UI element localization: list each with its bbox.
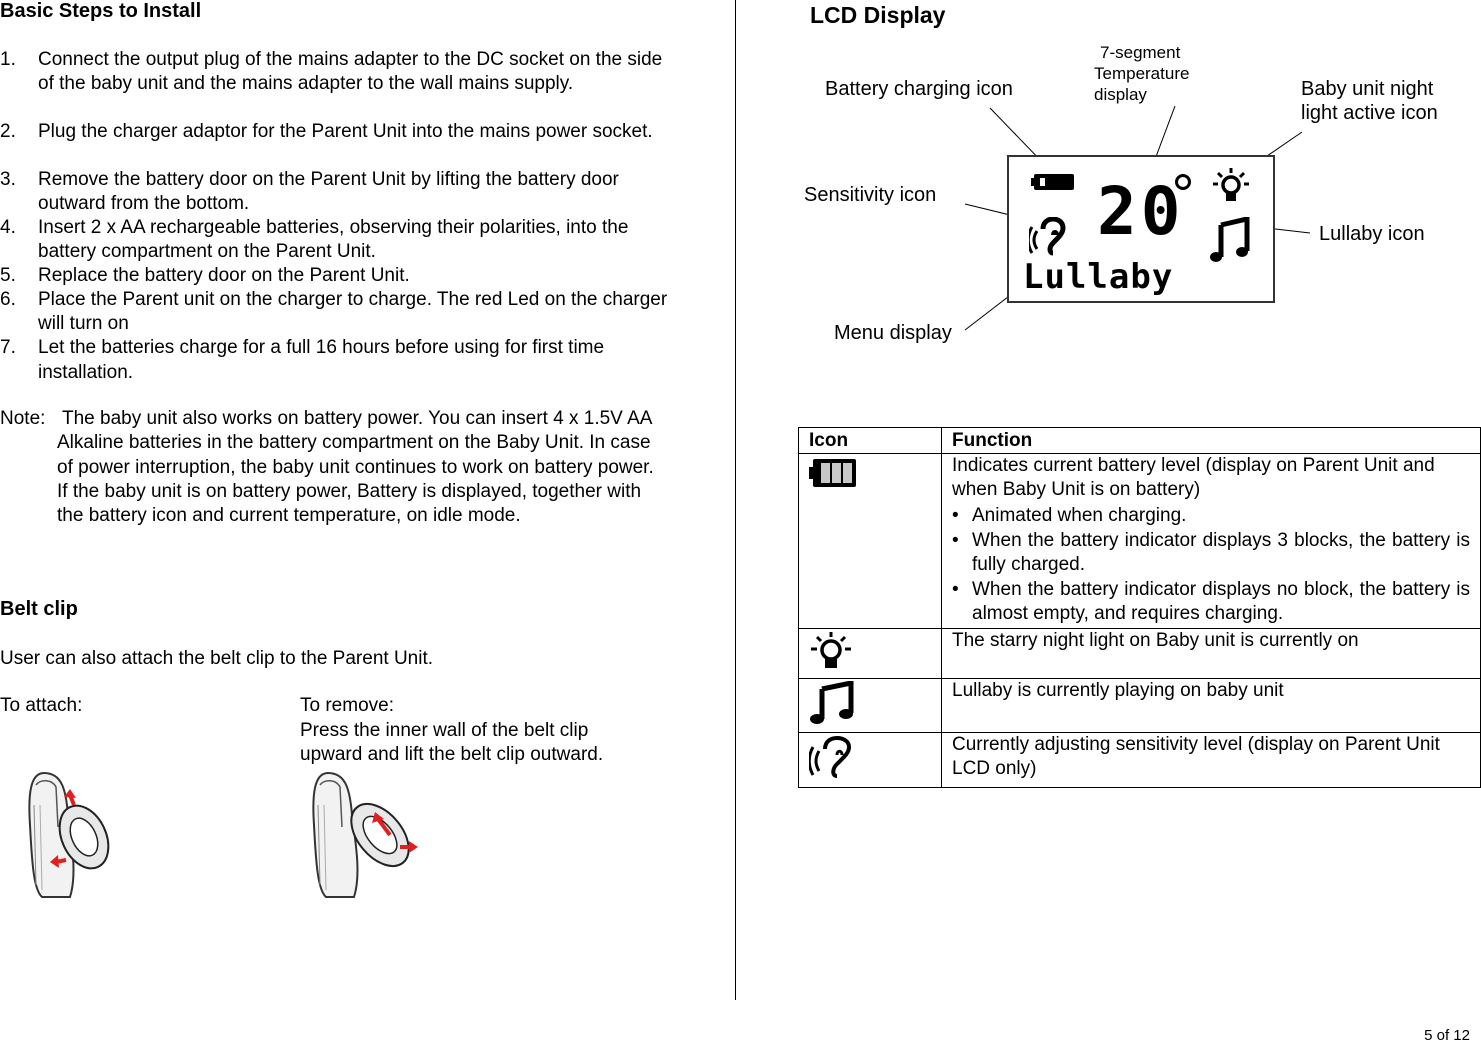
- list-item: • Animated when charging.: [952, 504, 1470, 528]
- callout-battery-charging: Battery charging icon: [825, 78, 1013, 100]
- function-column-header: Function: [942, 428, 1481, 454]
- note-text: The baby unit also works on battery power. You can insert 4 x 1.5V AA Alkaline batteries in the battery compartment on the Baby Unit. In case of power interruption, the baby unit continues to work on battery power. If the baby unit is on battery power, Battery is displayed, together with the battery icon and current temperature, on idle mode.: [57, 408, 654, 527]
- function-cell: Lullaby is currently playing on baby unit: [942, 679, 1481, 733]
- music-note-icon: [809, 681, 855, 725]
- bullet-text: Animated when charging.: [972, 505, 1187, 526]
- belt-clip-heading: Belt clip: [0, 598, 78, 620]
- table-header-row: [799, 428, 1481, 454]
- step-text: Remove the battery door on the Parent Unit by lifting the battery door outward from the bottom.: [38, 169, 619, 214]
- callout-lullaby: Lullaby icon: [1319, 223, 1425, 245]
- step-number: 7.: [0, 337, 16, 358]
- step-text: Connect the output plug of the mains adapter to the DC socket on the side of the baby unit and the mains adapter to the wall mains supply.: [38, 49, 663, 94]
- step-number: 1.: [0, 49, 16, 70]
- music-note-icon: [1209, 217, 1251, 263]
- note-label: Note:: [0, 408, 46, 429]
- step-number: 6.: [0, 289, 16, 310]
- bullet-text: When the battery indicator displays 3 blocks, the battery is fully charged.: [972, 530, 1470, 575]
- page-number: 5 of 12: [1424, 1027, 1470, 1044]
- battery-icon: [1031, 173, 1077, 191]
- function-cell: [942, 454, 1481, 629]
- step-text: Plug the charger adaptor for the Parent Unit into the mains power socket.: [38, 121, 653, 142]
- icon-function-table: [798, 427, 1481, 788]
- step-text: Place the Parent unit on the charger to charge. The red Led on the charger will turn on: [38, 289, 668, 334]
- remove-label: To remove:: [300, 695, 394, 716]
- lcd-screen: [1007, 155, 1275, 303]
- install-heading: Basic Steps to Install: [0, 0, 202, 22]
- step-number: 4.: [0, 217, 16, 238]
- list-item: • When the battery indicator displays 3 blocks, the battery is fully charged.: [952, 530, 1470, 575]
- table-row: [799, 454, 1481, 629]
- degree-symbol: [1175, 174, 1191, 190]
- icon-column-header: Icon: [799, 428, 942, 454]
- table-row: [799, 733, 1481, 788]
- list-item: • When the battery indicator displays no block, the battery is almost empty, and requires charging.: [952, 579, 1470, 624]
- night-light-icon: [1212, 167, 1250, 207]
- function-text: Indicates current battery level (display on Parent Unit and when Baby Unit is on battery): [952, 455, 1435, 500]
- callout-night-light: Baby unit night light active icon: [1301, 78, 1438, 124]
- icon-cell: [799, 629, 942, 679]
- table-row: [799, 629, 1481, 679]
- step-text: Insert 2 x AA rechargeable batteries, observing their polarities, into the battery compartment on the Parent Unit.: [38, 217, 629, 262]
- icon-cell: [799, 733, 942, 788]
- bullet-text: When the battery indicator displays no block, the battery is almost empty, and requires charging.: [972, 579, 1470, 624]
- callout-menu: Menu display: [834, 322, 952, 344]
- remove-belt-clip-illustration: [300, 765, 430, 905]
- lcd-temperature: 20: [1097, 173, 1185, 250]
- step-number: 3.: [0, 169, 16, 190]
- function-cell: Currently adjusting sensitivity level (display on Parent Unit LCD only): [942, 733, 1481, 788]
- attach-label: To attach:: [0, 695, 83, 716]
- icon-cell: [799, 454, 942, 629]
- table-row: [799, 679, 1481, 733]
- belt-clip-intro: User can also attach the belt clip to the Parent Unit.: [0, 648, 434, 669]
- lcd-heading: LCD Display: [810, 2, 946, 28]
- night-light-icon: [809, 631, 853, 671]
- ear-icon: [809, 736, 863, 780]
- remove-text: Press the inner wall of the belt clip upward and lift the belt clip outward.: [300, 720, 604, 765]
- icon-cell: [799, 679, 942, 733]
- callout-sensitivity: Sensitivity icon: [804, 184, 937, 206]
- step-text: Replace the battery door on the Parent Unit.: [38, 265, 410, 286]
- step-number: 5.: [0, 265, 16, 286]
- step-text: Let the batteries charge for a full 16 hours before using for first time installation.: [38, 337, 605, 383]
- attach-belt-clip-illustration: [22, 765, 122, 905]
- ear-icon: [1029, 217, 1079, 259]
- callout-temperature: 7-segment Temperature display: [1094, 43, 1190, 104]
- step-number: 2.: [0, 121, 16, 142]
- battery-icon: [809, 458, 857, 488]
- function-cell: The starry night light on Baby unit is currently on: [942, 629, 1481, 679]
- lcd-menu-text: Lullaby: [1023, 257, 1174, 297]
